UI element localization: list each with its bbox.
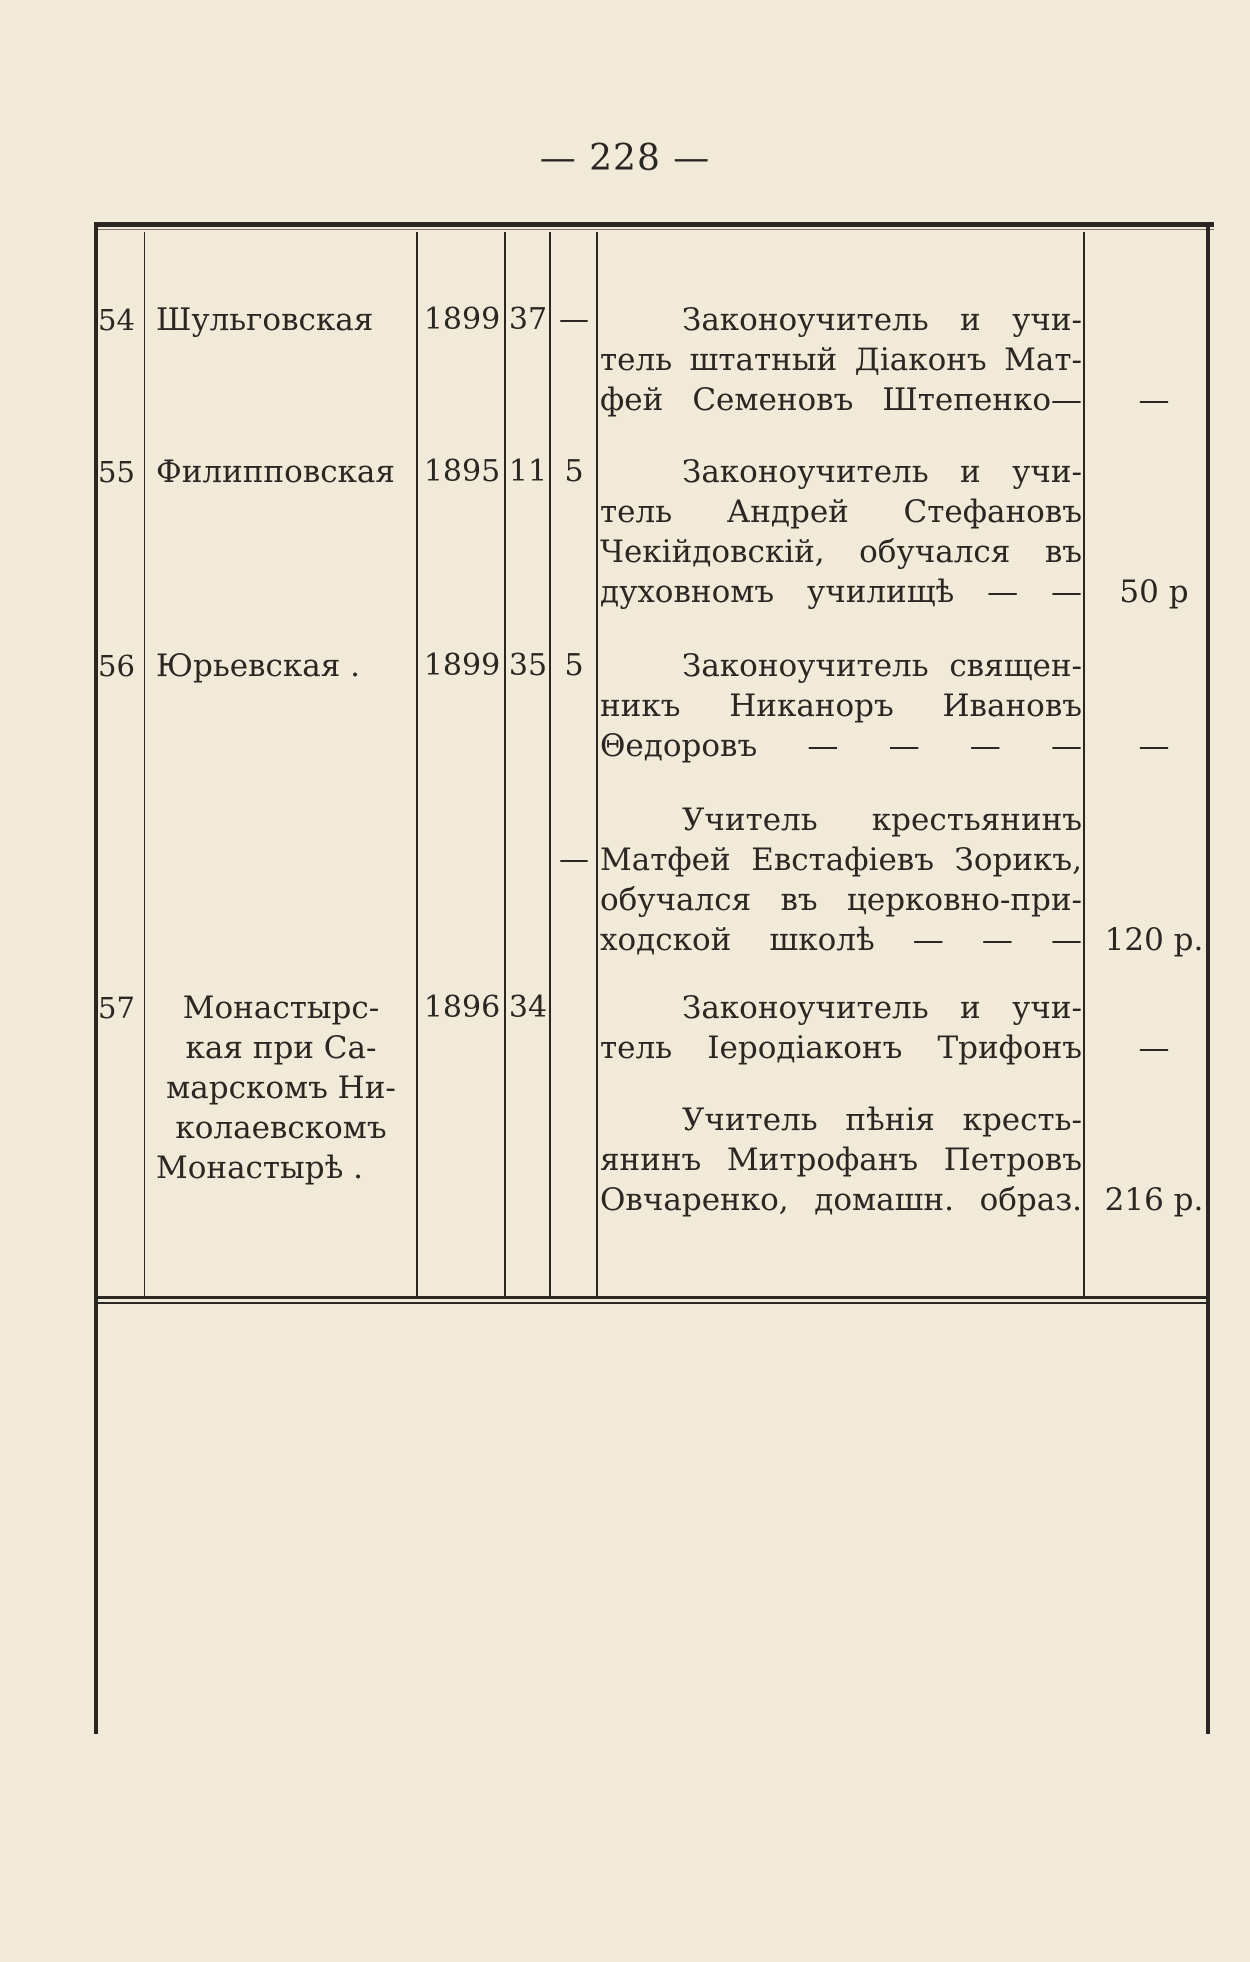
table-top-rule-thin bbox=[96, 229, 1214, 230]
teacher-description bbox=[600, 800, 1082, 960]
desc-line: Чекійдовскій, обучался въ bbox=[600, 534, 1082, 570]
teacher-description bbox=[600, 646, 1082, 766]
school-name-line: Монастырѣ . bbox=[156, 1150, 363, 1186]
frame-right-border bbox=[1206, 222, 1210, 1734]
pupils-count: 11 bbox=[508, 454, 548, 489]
girls-count: 5 bbox=[564, 648, 584, 683]
salary: 50 р bbox=[1119, 574, 1189, 610]
col-sep-4 bbox=[549, 232, 551, 1296]
col-sep-1 bbox=[144, 232, 145, 1296]
desc-line: тель штатный Діаконъ Мат- bbox=[600, 342, 1082, 378]
col-sep-3 bbox=[504, 232, 506, 1296]
desc-line: Учитель крестьянинъ bbox=[682, 802, 1082, 838]
school-name: Филипповская bbox=[156, 454, 395, 490]
girls-count: 5 bbox=[564, 454, 584, 489]
desc-line: ходской школѣ — — — bbox=[600, 922, 1082, 958]
desc-line: Учитель пѣнія кресть- bbox=[682, 1102, 1082, 1138]
pupils-count: 34 bbox=[508, 990, 548, 1025]
row-number: 57 bbox=[98, 991, 135, 1025]
col-sep-5 bbox=[596, 232, 598, 1296]
desc-line: никъ Никаноръ Ивановъ bbox=[600, 688, 1082, 724]
desc-line: Законоучитель и учи- bbox=[682, 454, 1082, 490]
desc-line: Законоучитель и учи- bbox=[682, 302, 1082, 338]
page-number: — 228 — bbox=[539, 138, 711, 179]
founded-year: 1896 bbox=[423, 990, 501, 1025]
desc-line: Законоучитель и учи- bbox=[682, 990, 1082, 1026]
desc-line: Матфей Евстафіевъ Зорикъ, bbox=[600, 842, 1082, 878]
desc-line: янинъ Митрофанъ Петровъ bbox=[600, 1142, 1082, 1178]
founded-year: 1899 bbox=[423, 648, 501, 683]
desc-line: Θедоровъ — — — — bbox=[600, 728, 1082, 764]
school-name-line: кая при Са- bbox=[185, 1030, 377, 1066]
desc-line: фей Семеновъ Штепенко— bbox=[600, 382, 1082, 418]
school-name-line: марскомъ Ни- bbox=[166, 1070, 396, 1106]
col-sep-2 bbox=[416, 232, 418, 1296]
desc-line: тель Іеродіаконъ Трифонъ bbox=[600, 1030, 1082, 1066]
founded-year: 1899 bbox=[423, 302, 501, 337]
row-number: 55 bbox=[98, 455, 135, 489]
salary: 120 р. bbox=[1104, 922, 1204, 958]
table-top-rule bbox=[96, 222, 1214, 227]
girls-count: — bbox=[559, 302, 589, 337]
school-name-line: колаевскомъ bbox=[175, 1110, 387, 1146]
row-number: 54 bbox=[98, 303, 135, 337]
desc-line: тель Андрей Стефановъ bbox=[600, 494, 1082, 530]
teacher-description bbox=[600, 1100, 1082, 1220]
frame-left-border bbox=[94, 222, 98, 1734]
teacher-description bbox=[600, 988, 1082, 1068]
school-name: Юрьевская . bbox=[156, 648, 360, 684]
teacher-description bbox=[600, 300, 1082, 420]
desc-line: Законоучитель священ- bbox=[682, 648, 1082, 684]
col-sep-6 bbox=[1083, 232, 1085, 1296]
teacher-description bbox=[600, 452, 1082, 612]
desc-line: Овчаренко, домашн. образ. bbox=[600, 1182, 1082, 1218]
pupils-count: 35 bbox=[508, 648, 548, 683]
school-name-line: Монастырс- bbox=[182, 990, 380, 1026]
table-bottom-rule-2 bbox=[96, 1302, 1208, 1304]
salary: 216 р. bbox=[1104, 1182, 1204, 1218]
salary: — bbox=[1138, 728, 1170, 764]
desc-line: обучался въ церковно-при- bbox=[600, 882, 1082, 918]
salary: — bbox=[1138, 1030, 1170, 1066]
table-bottom-rule bbox=[96, 1296, 1208, 1299]
founded-year: 1895 bbox=[423, 454, 501, 489]
girls-count: — bbox=[559, 842, 589, 877]
row-number: 56 bbox=[98, 649, 135, 683]
salary: — bbox=[1138, 382, 1170, 418]
pupils-count: 37 bbox=[508, 302, 548, 337]
school-name bbox=[156, 988, 406, 1188]
school-name: Шульговская bbox=[156, 302, 374, 338]
desc-line: духовномъ училищѣ — — bbox=[600, 574, 1082, 610]
